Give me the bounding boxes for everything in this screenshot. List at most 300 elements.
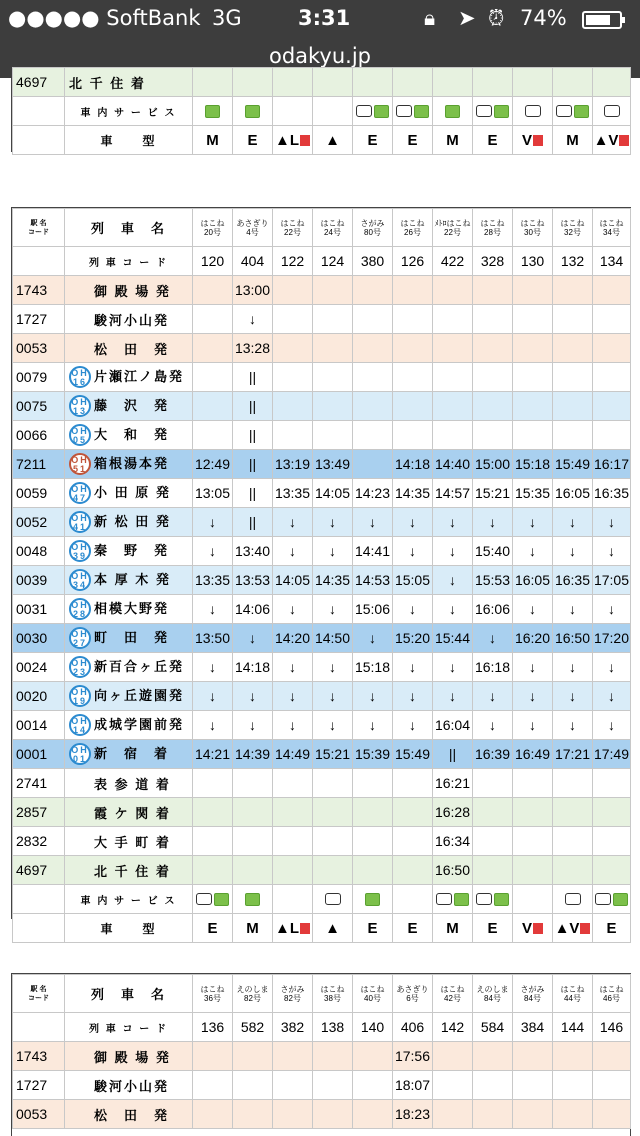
time-cell (193, 798, 233, 827)
station-name: 本 厚 木 発 (94, 571, 171, 587)
car-type: V (513, 126, 553, 155)
train-code: 382 (273, 1013, 313, 1042)
time-cell: ↓ (193, 595, 233, 624)
train-name: えのしま 82号 (233, 975, 273, 1013)
time-cell (513, 769, 553, 798)
car-type: M (553, 126, 593, 155)
time-cell: 13:28 (233, 334, 273, 363)
time-cell: 13:19 (273, 450, 313, 479)
time-cell (593, 363, 631, 392)
station-cell (65, 653, 193, 682)
time-cell: ↓ (473, 711, 513, 740)
time-cell: ↓ (593, 711, 631, 740)
cafe-service-icon (595, 893, 611, 905)
time-cell: ↓ (433, 508, 473, 537)
time-cell (473, 1071, 513, 1100)
time-cell: ↓ (313, 595, 353, 624)
time-cell: 15:40 (473, 537, 513, 566)
time-cell: ↓ (513, 595, 553, 624)
timetable-row (13, 508, 631, 537)
observation-deck-icon (300, 135, 310, 146)
station-code: 0075 (13, 392, 65, 421)
time-cell (513, 1071, 553, 1100)
time-cell (433, 334, 473, 363)
time-cell: ↓ (233, 711, 273, 740)
train-code: 122 (273, 247, 313, 276)
station-name: 駿河小山発 (94, 312, 170, 328)
time-cell: ↓ (313, 711, 353, 740)
time-cell (393, 798, 433, 827)
time-cell (553, 1042, 593, 1071)
time-cell (273, 392, 313, 421)
car-type: ▲ (313, 914, 353, 943)
station-cell (65, 450, 193, 479)
time-cell (313, 421, 353, 450)
station-cell (65, 856, 193, 885)
time-cell (233, 1071, 273, 1100)
time-cell: 14:57 (433, 479, 473, 508)
timetable-row (13, 798, 631, 827)
time-cell (553, 363, 593, 392)
time-cell (593, 1100, 631, 1129)
timetable-row (13, 1100, 631, 1129)
service-cell (273, 97, 313, 126)
time-cell: 13:35 (193, 566, 233, 595)
service-cell (433, 885, 473, 914)
time-cell: ↓ (233, 682, 273, 711)
time-cell: 15:20 (393, 624, 433, 653)
station-name: 町 田 発 (94, 629, 170, 645)
car-type: ▲L (273, 914, 313, 943)
network-label: 3G (212, 6, 242, 30)
time-cell: ↓ (553, 537, 593, 566)
cafe-service-icon (325, 893, 341, 905)
cafe-service-icon (525, 105, 541, 117)
car-type: E (593, 914, 631, 943)
service-cell (233, 97, 273, 126)
time-cell (473, 856, 513, 885)
time-cell (513, 276, 553, 305)
time-cell: || (233, 479, 273, 508)
time-cell (353, 363, 393, 392)
service-cell (513, 885, 553, 914)
time-cell (313, 276, 353, 305)
station-name: 御 殿 場 発 (94, 1049, 171, 1065)
time-cell: 17:20 (593, 624, 631, 653)
time-cell: 15:53 (473, 566, 513, 595)
station-number-icon: OH 28 (69, 598, 91, 620)
station-name: 御 殿 場 発 (94, 283, 171, 299)
station-code-header: 駅 名 コード (13, 209, 65, 247)
station-number-icon: OH 01 (69, 743, 91, 765)
station-code: 0052 (13, 508, 65, 537)
time-cell: ↓ (513, 711, 553, 740)
station-code: 4697 (13, 68, 65, 97)
car-type: ▲V (593, 126, 631, 155)
time-cell (313, 798, 353, 827)
time-cell: 14:49 (273, 740, 313, 769)
station-name: 松 田 発 (94, 341, 170, 357)
station-number-icon: OH 23 (69, 656, 91, 678)
time-cell: ↓ (593, 537, 631, 566)
time-cell (353, 856, 393, 885)
train-name: はこね 20号 (193, 209, 233, 247)
timetable-row (13, 363, 631, 392)
time-cell (433, 1100, 473, 1129)
service-cell (513, 97, 553, 126)
time-cell (553, 1100, 593, 1129)
train-name: はこね 28号 (473, 209, 513, 247)
station-code: 0066 (13, 421, 65, 450)
time-cell: 16:34 (433, 827, 473, 856)
car-type: M (233, 914, 273, 943)
wagon-service-icon (245, 105, 260, 118)
car-type: E (353, 126, 393, 155)
time-cell (233, 1100, 273, 1129)
timetable-row (13, 827, 631, 856)
cafe-service-icon (436, 893, 452, 905)
service-cell (353, 97, 393, 126)
station-cell (65, 305, 193, 334)
time-cell (393, 392, 433, 421)
time-cell: ↓ (553, 682, 593, 711)
time-cell: 16:28 (433, 798, 473, 827)
alarm-icon: ⏰︎ (488, 6, 505, 30)
time-cell (193, 1100, 233, 1129)
wagon-service-icon (214, 893, 229, 906)
train-code: 380 (353, 247, 393, 276)
time-cell: 14:21 (193, 740, 233, 769)
time-cell (393, 305, 433, 334)
time-cell (513, 1100, 553, 1129)
time-cell: ↓ (393, 653, 433, 682)
time-cell (513, 856, 553, 885)
time-cell: ↓ (273, 653, 313, 682)
time-cell (513, 334, 553, 363)
time-cell: ↓ (513, 682, 553, 711)
time-cell (593, 827, 631, 856)
train-name: さがみ 82号 (273, 975, 313, 1013)
station-code: 0053 (13, 1100, 65, 1129)
station-cell (65, 392, 193, 421)
station-number-icon: OH 41 (69, 511, 91, 533)
time-cell (313, 856, 353, 885)
time-cell (353, 450, 393, 479)
time-cell (193, 305, 233, 334)
station-number-icon: OH 34 (69, 569, 91, 591)
train-name: ﾒﾄﾛはこね 22号 (433, 209, 473, 247)
time-cell (473, 769, 513, 798)
time-cell (593, 276, 631, 305)
time-cell (353, 798, 393, 827)
time-cell: 16:21 (433, 769, 473, 798)
time-cell (553, 827, 593, 856)
station-code: 1727 (13, 305, 65, 334)
time-cell: 15:49 (553, 450, 593, 479)
timetable-row (13, 334, 631, 363)
train-code: 140 (353, 1013, 393, 1042)
time-cell (273, 769, 313, 798)
service-cell (473, 885, 513, 914)
station-code: 2857 (13, 798, 65, 827)
time-cell: ↓ (433, 653, 473, 682)
time-cell: || (233, 508, 273, 537)
battery-percent: 74% (520, 6, 567, 30)
train-name: さがみ 84号 (513, 975, 553, 1013)
time-cell: ↓ (473, 508, 513, 537)
car-type: ▲L (273, 126, 313, 155)
car-type: M (193, 126, 233, 155)
timetable-row (13, 450, 631, 479)
train-name: はこね 24号 (313, 209, 353, 247)
time-cell (393, 827, 433, 856)
time-cell: 14:41 (353, 537, 393, 566)
time-cell: ↓ (273, 711, 313, 740)
time-cell: || (233, 421, 273, 450)
time-cell (313, 334, 353, 363)
time-cell (513, 305, 553, 334)
time-cell (593, 421, 631, 450)
station-name: 成城学園前発 (94, 716, 185, 732)
car-type: E (473, 126, 513, 155)
train-code: 124 (313, 247, 353, 276)
time-cell: ↓ (273, 682, 313, 711)
station-cell (65, 624, 193, 653)
time-cell (273, 1042, 313, 1071)
time-cell: 15:06 (353, 595, 393, 624)
time-cell: ↓ (193, 682, 233, 711)
time-cell (433, 1071, 473, 1100)
time-cell (353, 1100, 393, 1129)
station-number-icon: OH 16 (69, 366, 91, 388)
wagon-service-icon (245, 893, 260, 906)
time-cell (353, 1042, 393, 1071)
time-cell: 16:05 (513, 566, 553, 595)
train-name: さがみ 80号 (353, 209, 393, 247)
time-cell (273, 827, 313, 856)
time-cell (353, 827, 393, 856)
time-cell: || (433, 740, 473, 769)
time-cell: ↓ (273, 508, 313, 537)
time-cell: 15:18 (353, 653, 393, 682)
observation-deck-icon (300, 923, 310, 934)
station-number-icon: OH 47 (69, 482, 91, 504)
time-cell: 16:05 (553, 479, 593, 508)
station-cell (65, 421, 193, 450)
time-cell: ↓ (193, 537, 233, 566)
time-cell: ↓ (513, 508, 553, 537)
timetable-row (13, 305, 631, 334)
station-cell (65, 537, 193, 566)
time-cell (593, 305, 631, 334)
time-cell (193, 1071, 233, 1100)
time-cell (313, 1042, 353, 1071)
time-cell: 14:05 (313, 479, 353, 508)
time-cell (193, 769, 233, 798)
timetable-row (13, 537, 631, 566)
time-cell (593, 769, 631, 798)
observation-deck-icon (619, 135, 629, 146)
train-name: はこね 36号 (193, 975, 233, 1013)
time-cell: ↓ (353, 624, 393, 653)
time-cell: 16:17 (593, 450, 631, 479)
train-name-header: 列 車 名 (65, 209, 193, 247)
status-bar (0, 0, 640, 40)
time-cell: ↓ (313, 653, 353, 682)
time-cell (273, 276, 313, 305)
time-cell (273, 798, 313, 827)
service-cell (473, 97, 513, 126)
cafe-service-icon (196, 893, 212, 905)
station-name: 松 田 発 (94, 1107, 170, 1123)
cafe-service-icon (356, 105, 372, 117)
service-cell (393, 885, 433, 914)
timetable-row (13, 421, 631, 450)
time-cell (273, 363, 313, 392)
station-code: 0059 (13, 479, 65, 508)
time-cell: 17:05 (593, 566, 631, 595)
car-type-label: 車 型 (65, 914, 193, 943)
train-code: 422 (433, 247, 473, 276)
station-name: 駿河小山発 (94, 1078, 170, 1094)
observation-deck-icon (533, 923, 543, 934)
observation-deck-icon (580, 923, 590, 934)
cafe-service-icon (396, 105, 412, 117)
time-cell (273, 856, 313, 885)
train-name: あさぎり 6号 (393, 975, 433, 1013)
station-number-icon: OH 05 (69, 424, 91, 446)
time-cell: || (233, 392, 273, 421)
timetable-row (13, 1042, 631, 1071)
car-type-label: 車 型 (65, 126, 193, 155)
cafe-service-icon (556, 105, 572, 117)
time-cell: 17:49 (593, 740, 631, 769)
service-cell (193, 885, 233, 914)
timetable-row (13, 711, 631, 740)
time-cell (193, 856, 233, 885)
station-code: 0031 (13, 595, 65, 624)
battery-icon (582, 11, 622, 29)
station-name: 箱根湯本発 (94, 455, 170, 471)
time-cell (193, 363, 233, 392)
time-cell (473, 392, 513, 421)
station-cell (65, 508, 193, 537)
time-cell: ↓ (313, 508, 353, 537)
time-cell (513, 827, 553, 856)
service-cell (593, 885, 631, 914)
time-cell: 15:21 (313, 740, 353, 769)
wagon-service-icon (365, 893, 380, 906)
wagon-service-icon (494, 105, 509, 118)
cafe-service-icon (476, 105, 492, 117)
station-name: 向ヶ丘遊園発 (94, 687, 185, 703)
time-cell: 14:50 (313, 624, 353, 653)
time-cell: ↓ (353, 682, 393, 711)
car-type: E (233, 126, 273, 155)
time-cell: 13:00 (233, 276, 273, 305)
time-cell: 14:53 (353, 566, 393, 595)
time-cell (553, 798, 593, 827)
station-cell (65, 566, 193, 595)
time-cell: ↓ (593, 508, 631, 537)
time-cell: 15:00 (473, 450, 513, 479)
service-cell (233, 885, 273, 914)
service-cell (193, 97, 233, 126)
time-cell (233, 769, 273, 798)
time-cell: 14:40 (433, 450, 473, 479)
time-cell: ↓ (513, 653, 553, 682)
time-cell: ↓ (593, 682, 631, 711)
wagon-service-icon (454, 893, 469, 906)
time-cell: ↓ (393, 711, 433, 740)
time-cell (393, 769, 433, 798)
url-text[interactable]: odakyu.jp (268, 44, 372, 68)
station-cell (65, 595, 193, 624)
time-cell: 16:49 (513, 740, 553, 769)
time-cell (553, 392, 593, 421)
time-cell: ↓ (553, 653, 593, 682)
station-name: 新 松 田 発 (94, 513, 171, 529)
time-cell (233, 827, 273, 856)
service-cell (553, 97, 593, 126)
time-cell (353, 305, 393, 334)
time-cell (313, 363, 353, 392)
station-cell (65, 711, 193, 740)
time-cell: ↓ (233, 624, 273, 653)
time-cell: 14:35 (393, 479, 433, 508)
station-number-icon: OH 19 (69, 685, 91, 707)
wagon-service-icon (613, 893, 628, 906)
station-code-header: 駅 名 コード (13, 975, 65, 1013)
car-type: E (193, 914, 233, 943)
station-name: 北 千 住 着 (94, 863, 171, 879)
time-cell (313, 305, 353, 334)
time-cell: 18:23 (393, 1100, 433, 1129)
station-number-icon: OH 13 (69, 395, 91, 417)
time-cell (193, 392, 233, 421)
cafe-service-icon (476, 893, 492, 905)
time-cell: ↓ (233, 305, 273, 334)
time-cell: 14:39 (233, 740, 273, 769)
timetable-row (13, 566, 631, 595)
time-cell: ↓ (433, 566, 473, 595)
station-cell (65, 1042, 193, 1071)
time-cell: 15:05 (393, 566, 433, 595)
station-name: 大 手 町 着 (94, 834, 171, 850)
car-type: E (393, 914, 433, 943)
station-cell (65, 827, 193, 856)
car-type: ▲ (313, 126, 353, 155)
station-code: 0053 (13, 334, 65, 363)
time-cell (313, 1071, 353, 1100)
service-cell (353, 885, 393, 914)
cafe-service-icon (604, 105, 620, 117)
time-cell: 17:56 (393, 1042, 433, 1071)
time-cell: ↓ (193, 711, 233, 740)
time-cell: 13:05 (193, 479, 233, 508)
time-cell (513, 392, 553, 421)
time-cell (553, 421, 593, 450)
station-code: 0048 (13, 537, 65, 566)
station-name: 片瀬江ノ島発 (94, 368, 185, 384)
time-cell: ↓ (513, 537, 553, 566)
service-cell (273, 885, 313, 914)
service-cell (313, 885, 353, 914)
station-name: 相模大野発 (94, 600, 170, 616)
time-cell: ↓ (393, 595, 433, 624)
time-cell (553, 305, 593, 334)
train-code: 584 (473, 1013, 513, 1042)
